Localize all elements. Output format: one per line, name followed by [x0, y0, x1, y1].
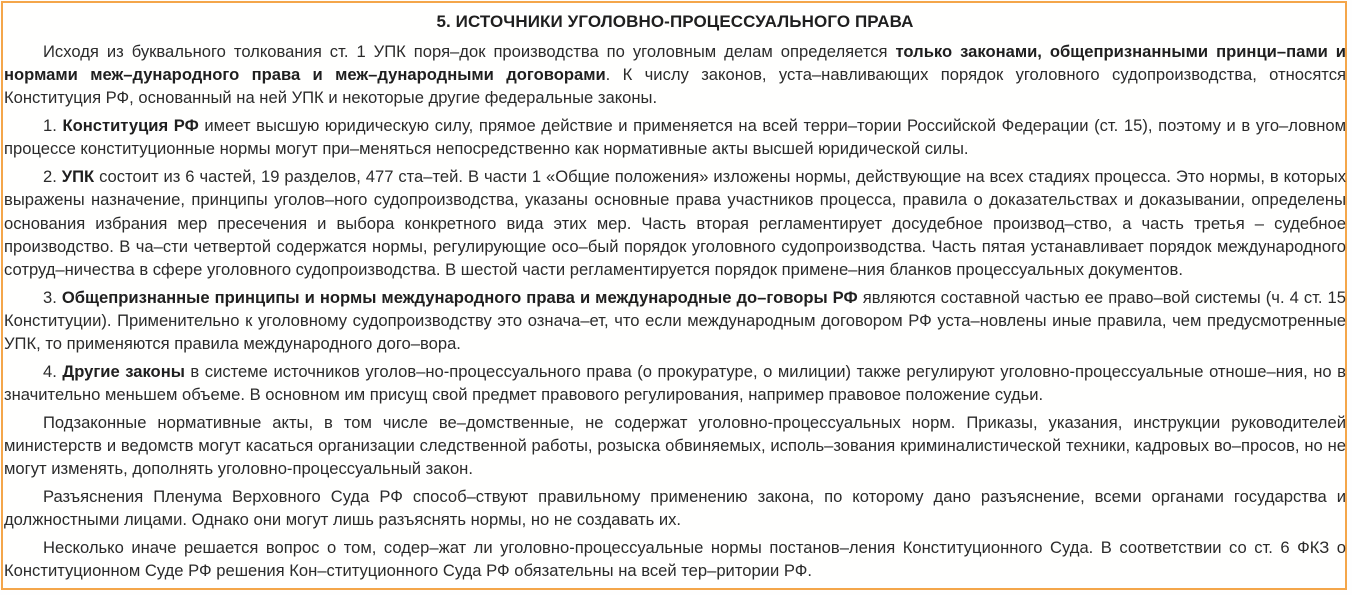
paragraph-bylaws — [4, 411, 1346, 481]
paragraph-text: имеет высшую юридическую силу, прямое действие и применяется на всей терри–тории Российской Федерации (ст. 15), поэтому и в уго–ловном процессе конституционные нормы могут при–меняться непосредственно как нормативные акты высшей юридической силы. — [4, 116, 1347, 159]
document-body — [4, 0, 1346, 587]
page-title: 5. ИСТОЧНИКИ УГОЛОВНО-ПРОЦЕССУАЛЬНОГО ПРАВА — [436, 12, 914, 31]
paragraph-international-law — [4, 286, 1346, 356]
paragraph-plenum — [4, 485, 1346, 531]
paragraph-emphasis: только законами, общепризнанными принци–пами и нормами меж–дународного права и меж–дународными договорами — [4, 42, 1347, 85]
paragraph-emphasis: Другие законы — [62, 362, 185, 382]
paragraph-upk — [4, 165, 1346, 281]
paragraph-text: 3. — [43, 287, 62, 307]
paragraph-intro — [4, 40, 1346, 110]
paragraph-text: . К числу законов, уста–навливающих порядок уголовного судопроизводства, относятся Конституция РФ, основанный на ней УПК и некоторые другие федеральные законы. — [4, 65, 1346, 108]
paragraph-constitutional-court — [4, 536, 1346, 582]
paragraph-text: 4. — [43, 362, 63, 382]
paragraph-emphasis: УПК — [61, 167, 95, 187]
paragraph-text: 1. — [43, 116, 63, 136]
paragraph-text: в системе источников уголов–но-процессуального права (о прокуратуре, о милиции) также регулируют уголовно-процессуальные отноше–ния, но в значительно меньшем объеме. В основном им присущ свой предмет правового регулирования, например правовое положение судьи. — [4, 362, 1346, 405]
paragraph-emphasis: Общепризнанные принципы и нормы международного права и международные до–говоры РФ — [61, 287, 858, 307]
paragraph-text: являются составной частью ее право–вой системы (ч. 4 ст. 15 Конституции). Применительно к уголовному судопроизводству это означа–ет, что если международным договором РФ уста–новлены иные правила, чем предусмотренные УПК, то применяются правила международного дого–вора. — [4, 287, 1347, 354]
paragraph-text: Несколько иначе решается вопрос о том, содер–жат ли уголовно-процессуальные нормы постанов–ления Конституционного Суда. В соответствии со ст. 6 ФКЗ о Конституционном Суде РФ решения Кон–ституционного Суда РФ обязательны на всей тер–ритории РФ. — [4, 538, 1346, 581]
paragraph-emphasis: Конституция РФ — [62, 116, 199, 136]
paragraph-constitution — [4, 114, 1346, 160]
paragraph-text: 2. — [43, 167, 62, 187]
paragraph-text: Разъяснения Пленума Верховного Суда РФ способ–ствуют правильному применению закона, по которому дано разъяснение, всеми органами государства и должностными лицами. Однако они могут лишь разъяснять нормы, но не создавать их. — [4, 487, 1346, 530]
paragraph-text: Подзаконные нормативные акты, в том числе ве–домственные, не содержат уголовно-процессуальных норм. Приказы, указания, инструкции руководителей министерств и ведомств могут касаться организации следственной работы, розыска обвиняемых, исполь–зования криминалистической техники, кадровых во–просов, но не могут изменять, дополнять уголовно-процессуальный закон. — [4, 413, 1346, 479]
paragraph-text: Исходя из буквального толкования ст. 1 УПК поря–док производства по уголовным делам определяется — [43, 42, 896, 61]
paragraph-text: состоит из 6 частей, 19 разделов, 477 ста–тей. В части 1 «Общие положения» изложены нормы, действующие на всех стадиях процесса. Это нормы, в которых выражены назначение, принципы уголов–ного судопроизводства, указаны основные права участников процесса, правила о доказательствах и доказывании, определены основания избрания мер пресечения и выбора конкретного вида этих мер. Часть вторая регламентирует досудебное производ–ство, а часть третья – судебное производство. В ча–сти четвертой содержатся нормы, регулирующие осо–бый порядок уголовного судопроизводства. Часть пятая устанавливает порядок международного сотруд–ничества в сфере уголовного судопроизводства. В шестой части регламентируется порядок примене–ния бланков процессуальных документов. — [4, 167, 1347, 280]
paragraph-other-laws — [4, 360, 1346, 406]
